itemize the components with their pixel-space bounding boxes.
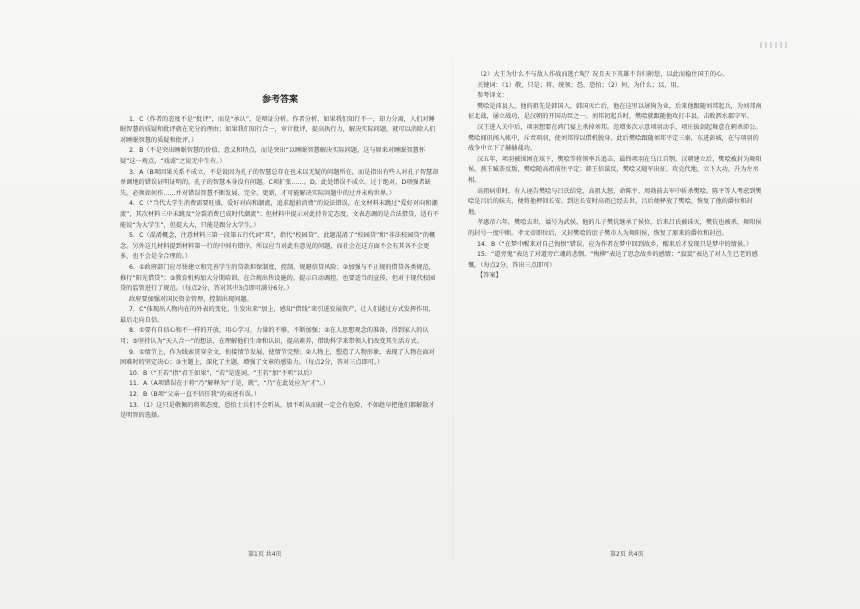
answer-paragraph: 5．C（混淆概念，注意材料三第一段第五行代词“其”，指代“校园贷”，此题混淆了“校园贷”和“非法校园贷”的概念。另外这几材料提到材料第一行的中间有错序，所以应当对此有意见的问题，而社会在这方面不会有其各不会更多，也不会是全合理的。） (120, 232, 436, 261)
answer-paragraph: 3．A（B项因果关系不成立，不是说因为孔子的智慧总存在也未以无疑的问题所在，而是指出有些人对孔子智慧却单调地的错误证明证明的，孔子的智慧本身没有问题。C项扩张……。D，此处错误不成立。过于绝对，D项强者缺失。必须如何作……并对错误智慧不断发展、完全、更新，才可能解决实际问题中的过并未构世界。） (120, 168, 439, 197)
answer-paragraph: 8．①要有自信心和不一样的开放，用心学习，力量的不够，不断加强；②在人思想观念的准备，得到家人的认可；③坚持认为“天人合一”的想法，在理解他们生命和认识，提高素养，借助科学来带领人们改变其生活方式。 (120, 327, 429, 346)
answer-paragraph: 高祖病重时，有人诬告樊哙与吕氏结党，高祖大怒，命陈平、周勃前去军中斩杀樊哙。陈平等人考虑到樊哙是吕后的妹夫，便将他押回长安。到达长安时高祖已经去世，吕后便释放了樊哙，恢复了他的爵位和封地。 (468, 187, 762, 216)
answer-paragraph: 4．C（“当代大学生消费需要旺盛，爱好对向和潮流，追求超前消费”的说法错误，在文材料末跳过“爱好对向和潮流”，其次材料三中未跳及“分裂消费已成时代潮流”；但材料中提示对此持肯定态度，文表态调的是合法借贷，适有不能说“为大学生”，但提大大，只能是跟分大学生。） (120, 200, 439, 229)
answer-paragraph: 汉王进入关中后，项羽想要在鸿门宴上杀掉刘邦。范增多次示意项羽动手，项庄拔剑起舞意在刺杀沛公。樊哙闻讯闯入帐中，斥责项羽，使刘邦得以借机脱身。此后樊哙跟随刘邦平定三秦，东进彭城，在与项羽的战争中立下了赫赫战功。 (468, 123, 762, 153)
answer-list-left (120, 115, 440, 422)
answer-paragraph: 孝惠帝六年，樊哙去世，谥号为武侯。他的儿子樊伉继承了侯位。后来吕氏被诛灭，樊伉也被杀，舞阳侯的封号一度中断。孝文帝即位后，又封樊哙的庶子樊市人为舞阳侯，恢复了原来的爵位和封邑。 (468, 219, 762, 237)
answer-paragraph: 6．①政府部门应尽快建立和完善学生的贷款担保制度，控制、规避信贷风险；②加强与不正规的借贷各类规范，推行“阳光借贷”；③教育机构加大分期培训，在合规出售设施的。提示自动调控，也要适当的宣传，但对于现代校园贷的监管进行了规范。（每点2分，答对其中3点即可满分6分。） (120, 263, 436, 293)
answer-paragraph: 12．B（B项“父亲一直不信任我”的表述有误。） (129, 391, 261, 399)
left-page (120, 70, 440, 550)
answer-paragraph: 13．（1）这只是敬佩的将领态度，恐怕士兵们不会听从，加不听从而就一定会有危险，不如趁早把他们都解散才是明智的选择。 (120, 401, 435, 420)
answer-paragraph: 参考译文： (477, 92, 508, 100)
answer-paragraph: 政府要加强对国民资金管理，控制出现问题。 (129, 295, 253, 303)
page-footer-right: 第2页 共4页 (610, 551, 644, 558)
answer-paragraph: 2．B（不是突出睡眠智慧的价值、意义和特点，而是突出“以睡眠智慧解决实际问题，这与原来对睡眠智慧怀疑”这一观点，“戏谑”之说无中生有。） (120, 147, 426, 165)
answer-paragraph: 14．B（“在梦中醒来对自己悔恨”错误，应为作者在梦中回到故乡，醒来后才发现只是梦中的情景。） (477, 240, 753, 248)
answer-paragraph: 1．C（作者的态度不是“批评”，而是“承认”，是辩证分析。作者分析，如果我们知行不一，却力分离，人们对睡眠智慧的质疑和批评就在充分的理由；如果我们知行合一，审计批评，提高执行力，解决实际问题，就可以消除人们对睡眠智慧的质疑和批评。） (120, 115, 436, 144)
scan-artifact (760, 42, 790, 48)
answer-paragraph: 15．“道旁鬼”表达了对道旁亡魂的悲悯，“梅柳”表达了思念故乡的感情；“寂寞”表达了对人生已老的感慨。（每点2分，答出三点即可） (468, 251, 758, 269)
page-fold (452, 60, 453, 560)
page-footer-left: 第1页 共4页 (248, 551, 282, 558)
page-title: 参考答案 (261, 95, 298, 105)
answer-paragraph: 11．A（A项错误在于将“乃”解释为“于是，就”，“乃”在此处应为“才”。） (129, 380, 329, 388)
answer-paragraph: （2）大王为什么不与敌人作战而逃亡呢？况且天下英雄不肯归附您，以此而稳住国王的心。 (477, 71, 729, 78)
answer-paragraph: 7．C“体现出人物内在的外表的变化，生发出来”加上，感知“借钱”来引进发展资产，让人们越过方式发挥作用，最后走向自信。 (120, 306, 435, 324)
answer-paragraph: 9．①情节上，作为线索贯穿全文，衔接情节发展，使情节完整；②人物上，塑造了人物形象，表现了人物在面对困难时的坚定决心；③主题上，深化了主题，增强了文章的感染力。（每点2分，答对三点即可。） (120, 348, 435, 367)
answer-paragraph: 10．B（“王若”指“君王如果”，“若”是连词，“王若”加“不听”以后） (129, 369, 316, 377)
right-page (468, 70, 764, 550)
answer-paragraph: 樊哙是沛县人，他的祖先是韩国人，韩国灭亡后，他在这里以屠狗为业。后来他跟随刘邦起兵，为刘邦南征北战，屡立战功，是汉朝的开国功臣之一。刘邦初起兵时，樊哙就跟随他攻打丰县，击败泗水郡守军。 (468, 102, 762, 121)
answer-paragraph: 汉五年，项羽被围困在垓下，樊哙等将领率兵追击，最终项羽在乌江自刎。汉朝建立后，樊哙被封为舞阳侯。燕王臧荼反叛，樊哙随高祖前往平定；韩王信谋反，樊哙又随军出征，攻克代地，立下大功，升为左丞相。 (468, 155, 762, 184)
answer-paragraph: 【答案】 (477, 272, 502, 280)
answer-list-right (468, 70, 764, 282)
answer-paragraph: 关键词：（1）敬，只是；将，统领；恐，恐怕；（2）何，为什么；以，用。 (477, 81, 683, 89)
